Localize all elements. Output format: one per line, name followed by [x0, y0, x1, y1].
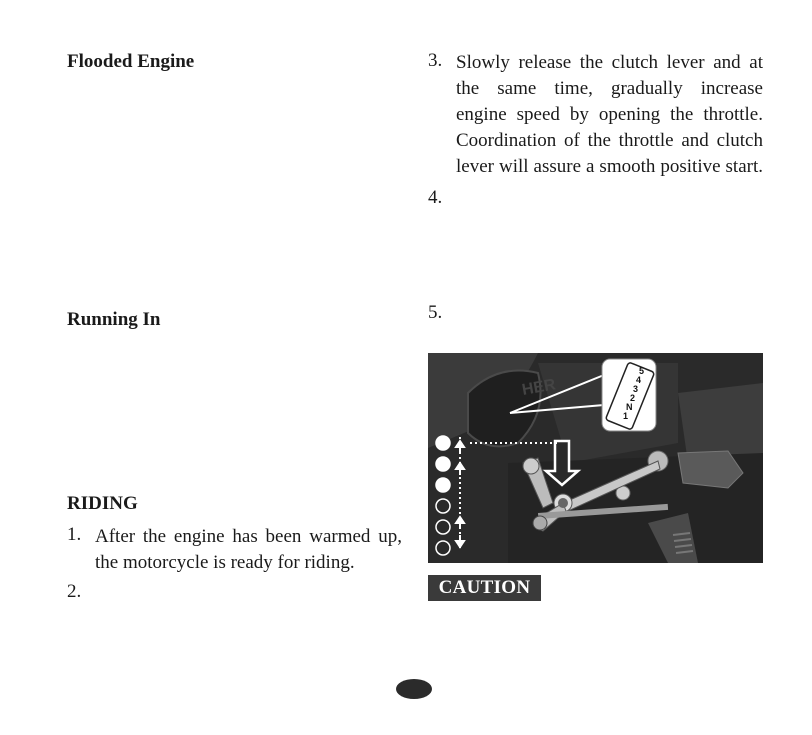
step-3-line-3: engine speed by opening the throttle.: [456, 104, 763, 125]
step-3-line-2: the same time, gradually increase: [456, 78, 763, 99]
gear-indicator-2: [436, 457, 450, 471]
gear-indicator-3: [436, 478, 450, 492]
gear-label-2: 2: [630, 393, 636, 403]
svg-text:HER: HER: [520, 376, 557, 399]
riding-step-1-text: [95, 524, 402, 576]
running-in-heading: Running In: [67, 309, 161, 330]
riding-step-1-line-1: After the engine has been warmed up,: [95, 526, 402, 547]
riding-heading: RIDING: [67, 493, 138, 514]
gear-label-4: 4: [636, 375, 642, 385]
step-3-line-1: Slowly release the clutch lever and at: [456, 52, 763, 73]
gear-label-n: N: [626, 402, 633, 412]
riding-step-2-number: 2.: [67, 581, 82, 602]
step-3-line-4: Coordination of the throttle and clutch: [456, 130, 763, 151]
page-number-marker: [396, 679, 432, 699]
gear-label-3: 3: [633, 384, 639, 394]
gear-indicator-1: [436, 436, 450, 450]
step-3-line-5: lever will assure a smooth positive start.: [456, 156, 763, 177]
caution-label: CAUTION: [428, 575, 541, 601]
riding-step-1-number: 1.: [67, 524, 82, 545]
step-3-text: [456, 50, 763, 180]
flooded-engine-heading: Flooded Engine: [67, 51, 195, 72]
step-4-number: 4.: [428, 187, 443, 208]
step-3-number: 3.: [428, 50, 443, 71]
gear-shift-figure: [428, 353, 763, 563]
gear-label-5: 5: [639, 366, 645, 376]
gear-label-1: 1: [623, 411, 629, 421]
riding-step-1-line-2: the motorcycle is ready for riding.: [95, 552, 355, 573]
step-5-number: 5.: [428, 302, 443, 323]
gear-shift-illustration: [428, 353, 763, 563]
